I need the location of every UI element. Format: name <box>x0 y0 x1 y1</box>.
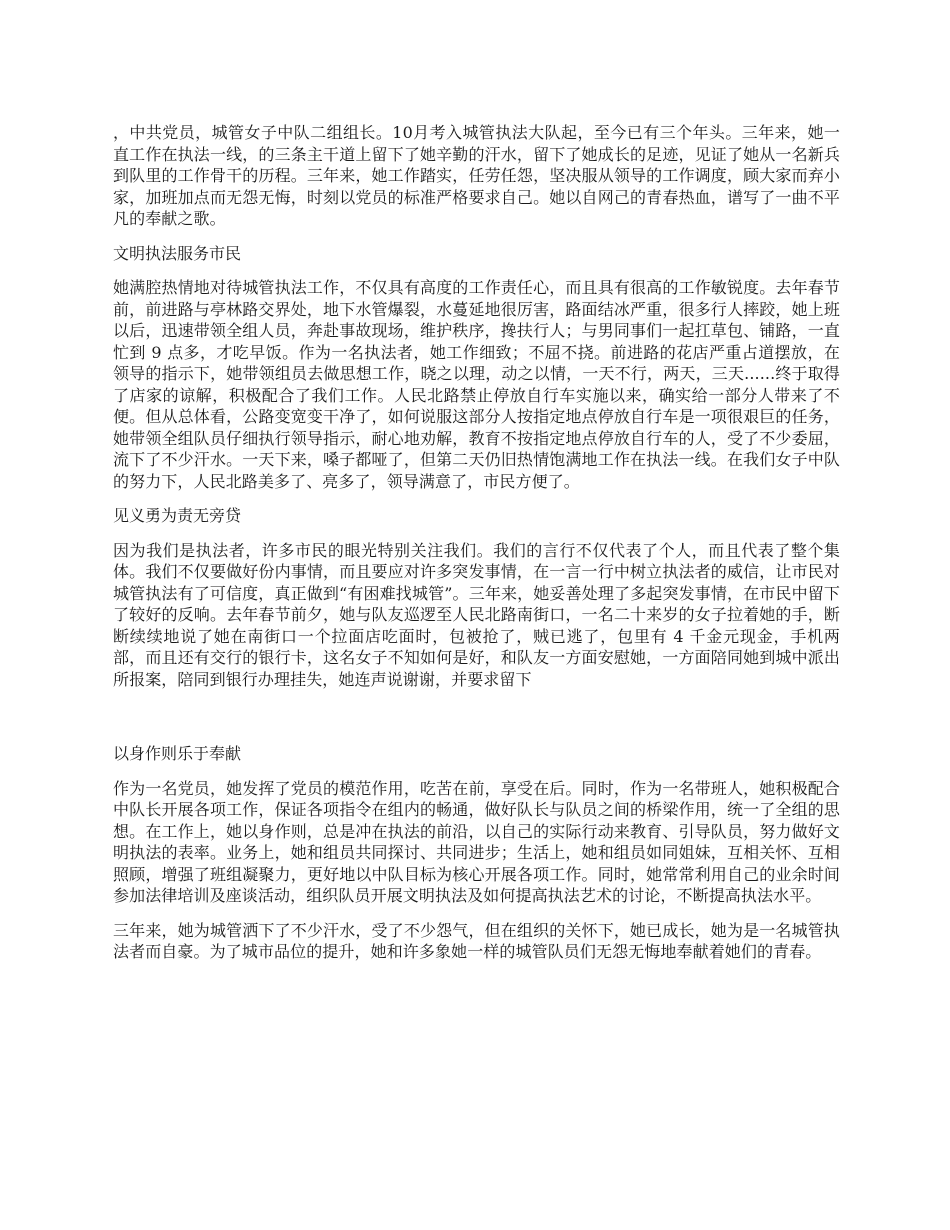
closing-paragraph: 三年来，她为城管洒下了不少汗水，受了不少怨气，但在组织的关怀下，她已成长，她为是一名城管执法者而自豪。为了城市品位的提升，她和许多象她一样的城管队员们无怨无悔地奉献着她们的青春。 <box>113 920 840 961</box>
document-body <box>113 122 840 976</box>
section-heading-bravery: 见义勇为责无旁贷 <box>113 506 242 525</box>
bravery-paragraph: 因为我们是执法者，许多市民的眼光特别关注我们。我们的言行不仅代表了个人，而且代表了整个集体。我们不仅要做好份内事情，而且要应对许多突发事情，在一言一行中树立执法者的威信，让市民对城管执法有了可信度，真正做到“有困难找城管”。三年来，她妥善处理了多起突发事情，在市民中留下了较好的反响。去年春节前夕，她与队友巡逻至人民北路南街口，一名二十来岁的女子拉着她的手，断断续续地说了她在南街口一个拉面店吃面时，包被抢了，贼已逃了，包里有 4 千金元现金，手机两部，而且还有交行的银行卡，这名女子不知如何是好，和队友一方面安慰她，一方面陪同她到城中派出所报案，陪同到银行办理挂失，她连声说谢谢，并要求留下 <box>113 540 840 689</box>
lead-by-example-paragraph: 作为一名党员，她发挥了党员的模范作用，吃苦在前，享受在后。同时，作为一名带班人，她积极配合中队长开展各项工作，保证各项指令在组内的畅通，做好队长与队员之间的桥梁作用，统一了全组的思想。在工作上，她以身作则，总是冲在执法的前沿，以自己的实际行动来教育、引导队员，努力做好文明执法的表率。业务上，她和组员共同探讨、共同进步；生活上，她和组员如同姐妹，互相关怀、互相照顾，增强了班组凝聚力，更好地以中队目标为核心开展各项工作。同时，她常常利用自己的业余时间参加法律培训及座谈活动，组织队员开展文明执法及如何提高执法艺术的讨论，不断提高执法水平。 <box>113 778 840 905</box>
civilized-enforcement-paragraph: 她满腔热情地对待城管执法工作，不仅具有高度的工作责任心，而且具有很高的工作敏锐度。去年春节前，前进路与亭林路交界处，地下水管爆裂，水蔓延地很厉害，路面结冰严重，很多行人摔跤，她上班以后，迅速带领全组人员，奔赴事故现场，维护秩序，搀扶行人；与男同事们一起扛草包、铺路，一直忙到 9 点多，才吃早饭。作为一名执法者，她工作细致；不屈不挠。前进路的花店严重占道摆放，在领导的指示下，她带领组员去做思想工作，晓之以理，动之以情，一天不行，两天，三天......终于取得了店家的谅解，积极配合了我们工作。人民北路禁止停放自行车实施以来，确实给一部分人带来了不便。但从总体看，公路变宽变干净了，如何说服这部分人按指定地点停放自行车是一项很艰巨的任务，她带领全组队员仔细执行领导指示，耐心地劝解，教育不按指定地点停放自行车的人，受了不少委屈，流下了不少汗水。一天下来，嗓子都哑了，但第二天仍旧热情饱满地工作在执法一线。在我们女子中队的努力下，人民北路美多了、亮多了，领导满意了，市民方便了。 <box>113 278 840 491</box>
section-gap <box>113 703 840 743</box>
section-heading-civilized-enforcement: 文明执法服务市民 <box>113 243 242 263</box>
intro-paragraph: ，中共党员，城管女子中队二组组长。10月考入城管执法大队起，至今已有三个年头。三年来，她一直工作在执法一线，的三条主干道上留下了她辛勤的汗水，留下了她成长的足迹，见证了她从一名新兵到队里的工作骨干的历程。三年来，她工作踏实，任劳任怨，坚决服从领导的工作调度，顾大家而弃小家，加班加点而无怨无悔，时刻以党员的标准严格要求自己。她以自网己的青春热血，谱写了一曲不平凡的奉献之歌。 <box>113 123 840 228</box>
section-heading-lead-by-example: 以身作则乐于奉献 <box>113 744 242 763</box>
